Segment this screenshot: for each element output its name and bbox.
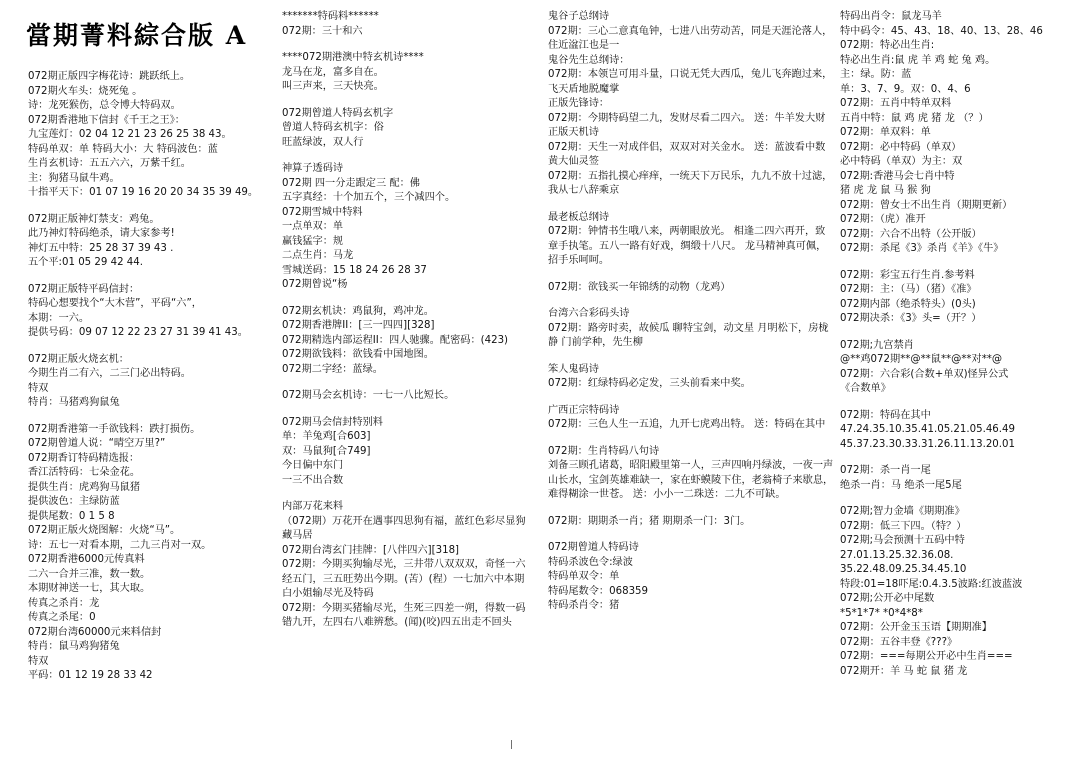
text-line: 072期：六合彩(合数+单双)怪异公式 — [840, 368, 1009, 380]
text-line: 072期香订特码精选报： — [28, 452, 140, 464]
text-line: 雪城送码：15 18 24 26 28 37 — [282, 264, 427, 276]
text-line: 072期精选内部运程II：四人驰骤。配密码：(423) — [282, 334, 509, 346]
text-section — [28, 283, 260, 341]
text-line: 提供生肖：虎鸡狗马鼠猪 — [28, 481, 141, 493]
text-line: 《合数单》 — [840, 383, 891, 394]
text-line: 主：绿。防：蓝 — [840, 69, 912, 80]
text-line: 072期 四一分走跟定三 配：佛 — [282, 177, 420, 189]
text-line: 特码出肖令：鼠龙马羊 — [840, 11, 942, 22]
text-line: 传真之杀尾：0 — [28, 612, 96, 623]
scan-mark: | — [510, 740, 514, 750]
text-line: 特双 — [28, 655, 49, 667]
text-line: 笨人鬼码诗 — [548, 363, 599, 375]
text-section — [840, 269, 1072, 327]
text-line: 072期：五肖中特单双料 — [840, 98, 952, 109]
text-line: 特肖：鼠马鸡狗猪兔 — [28, 641, 120, 652]
text-line: 072期决杀：《3》头=（开？） — [840, 313, 982, 324]
text-line: 072期台湾玄门挂牌：[八伴四六][318] — [282, 544, 460, 556]
text-line: 072期马会信封特别料 — [282, 416, 383, 428]
text-line: 072期：红绿特码必定发，三头前看来中奖。 — [548, 378, 751, 389]
text-line: 生肖玄机诗：五五六六，万紫千红。 — [28, 158, 191, 169]
text-line: 此乃神灯特码绝杀，请大家参考! — [28, 228, 175, 239]
text-line: 072期：三心二意真龟钟，七进八出劳动苦，同是天涯沦落人，住近湓江也是一 — [548, 25, 833, 51]
text-line: 072期;智力金墙《期期准》 — [840, 506, 965, 517]
text-line: 072期曾道人特码诗 — [548, 542, 639, 553]
text-line: 072期：六合不出特（公开版） — [840, 228, 982, 240]
text-line: 072期正版特平码信封： — [28, 283, 140, 295]
text-line: 072期：本领岂可用斗量，口说无凭大西瓜，兔儿飞奔跑过来，飞天盾地脱魔掌 — [548, 69, 833, 95]
text-line: 十指平天下：01 07 19 16 20 20 34 35 39 49。 — [28, 187, 259, 198]
text-line: *5*1*7* *0*4*8* — [840, 607, 923, 619]
text-line: 内部万花来料 — [282, 501, 344, 512]
text-line: 特段:01=18吓尾:0.4.3.5波路:红波蓝波 — [840, 578, 1023, 590]
text-section — [548, 363, 834, 392]
text-line: 特码杀波色令:绿波 — [548, 556, 633, 568]
text-section — [282, 107, 532, 151]
text-line: 27.01.13.25.32.36.08. — [840, 549, 954, 561]
text-line: 35.22.48.09.25.34.45.10 — [840, 564, 967, 575]
text-line: 072期曾说“杨 — [282, 279, 348, 290]
text-line: *******特码料****** — [282, 11, 379, 22]
text-line: 072期：单双料：单 — [840, 127, 931, 138]
text-line: 072期开：羊 马 蛇 鼠 猪 龙 — [840, 665, 968, 677]
text-line: 072期香港6000元传真料 — [28, 554, 145, 565]
text-line: 诗：五七一对看本期，二九三肖对一双。 — [28, 539, 212, 551]
text-line: 正版天机诗 — [548, 127, 599, 138]
text-line: 特双 — [28, 382, 49, 394]
text-line: 特码单双：单 特码大小：大 特码波色：蓝 — [28, 143, 218, 155]
text-section — [840, 10, 1072, 257]
text-line: 叫三声来，三天快亮。 — [282, 81, 384, 92]
text-line: 072期：公开金玉玉语【期期准】 — [840, 622, 992, 633]
text-line: 今日偏中东门 — [282, 460, 344, 471]
text-line: 今期生肖二有六，二三门必出特码。 — [28, 368, 191, 379]
text-line: 龙马在龙，富多自在。 — [282, 66, 384, 78]
text-line: 一点单双：单 — [282, 221, 344, 232]
text-line: 072期：（虎）准开 — [840, 214, 926, 225]
text-line: 平码：01 12 19 28 33 42 — [28, 670, 153, 681]
column-3 — [548, 10, 834, 626]
text-section — [28, 213, 260, 271]
text-line: 072期：主：（马）（猪）《准》 — [840, 284, 977, 295]
text-line: 本期：一六。 — [28, 312, 90, 324]
text-section — [282, 500, 532, 631]
text-section — [548, 541, 834, 614]
column-4 — [840, 10, 1072, 691]
text-line: 神算子透码诗 — [282, 163, 344, 174]
text-section — [282, 305, 532, 378]
text-line: 072期香港第一手欲钱料：跌打损伤。 — [28, 423, 201, 435]
text-line: 本期财神送一七，其大取。 — [28, 583, 151, 594]
text-line: 072期：杀尾《3》杀肖《羊》《牛》 — [840, 243, 1004, 254]
text-line: 072期：特必出生肖: — [840, 40, 935, 51]
text-line: 072期：五指扎摸心痒痒，一统天下万民乐，九九不放十过滤，我从七八辞乘京 — [548, 170, 833, 196]
text-line: 特中码令：45、43、18、40、13、28、46 — [840, 25, 1043, 37]
text-line: 二点生肖：马龙 — [282, 250, 354, 261]
text-line: @**鸡072期**@**鼠**@**对**@ — [840, 354, 1003, 365]
text-line: 072期：三色人生一五追，九开七虎鸡出特。 送：特码在其中 — [548, 419, 826, 430]
text-line: 必中特码（单双）为主：双 — [840, 156, 963, 167]
text-line: 072期欲钱料：欲钱看中国地图。 — [282, 349, 434, 360]
text-line: 二六一合并三准，数一数。 — [28, 568, 151, 580]
text-section — [548, 404, 834, 433]
text-line: 黄大仙灵签 — [548, 156, 599, 167]
text-line: 主：狗猪马鼠牛鸡。 — [28, 172, 120, 184]
text-line: 072期:香港马会七肖中特 — [840, 170, 955, 182]
text-line: 鬼谷子总纲诗 — [548, 11, 610, 22]
text-line: 072期：欲钱买一年锦绣的动物（龙鸡） — [548, 281, 731, 293]
text-line: 诗：龙死猴伤，总令博大特码双。 — [28, 100, 181, 111]
text-line: 47.24.35.10.35.41.05.21.05.46.49 — [840, 424, 1015, 435]
text-line: 072期香港地下信封《千王之王》： — [28, 114, 185, 126]
text-line: 072期玄机诀：鸡鼠狗，鸡冲龙。 — [282, 305, 434, 317]
text-section — [282, 162, 532, 293]
text-section — [840, 464, 1072, 493]
text-section — [548, 307, 834, 351]
text-line: 单：3、7、9。双：0、4、6 — [840, 83, 971, 95]
column-1 — [28, 70, 260, 696]
text-section — [840, 505, 1072, 679]
text-section — [282, 416, 532, 489]
text-line: 072期：期期杀一肖；猪 期期杀一门：3门。 — [548, 515, 751, 527]
text-line: 072期：路旁时卖，故候瓜 聊特宝剑，动文星 月明松下，房栊静 门前学种，先生柳 — [548, 322, 829, 348]
text-line: 072期：今期买狗输尽光，三井带八双双双，奇怪一六经五门，三五旺势出今期。(苦）(程）一七加六中本期 — [282, 559, 526, 585]
text-line: 072期火车头：烧死兔 。 — [28, 85, 143, 97]
page-title: 當期菁料綜合版 A — [26, 21, 248, 50]
text-line: 072期二字经：蓝绿。 — [282, 363, 383, 375]
text-line: 正版先锋诗： — [548, 98, 610, 109]
text-line: 绝杀一肖：马 绝杀一尾5尾 — [840, 479, 962, 491]
text-line: 072期：钟情书生哦八来，两朝眼放光。 相逢二四六再开，致章手执笔。五八一路有好戏，绸缎十八尺。 龙马精神真可佩，招手乐呵呵。 — [548, 226, 827, 266]
text-line: 九宝莲灯：02 04 12 21 23 26 25 38 43。 — [28, 129, 232, 140]
text-section — [282, 10, 532, 39]
text-line: 五肖中特：鼠 鸡 虎 猪 龙 （？） — [840, 112, 989, 124]
text-line: 072期：杀一肖一尾 — [840, 465, 931, 476]
text-line: 072期内部（绝杀特头）(0头) — [840, 298, 976, 310]
text-section — [548, 445, 834, 503]
text-section — [840, 409, 1072, 453]
text-section — [282, 51, 532, 95]
text-line: 072期：生肖特码八句诗 — [548, 445, 660, 457]
text-line: 072期正版四字梅花诗：跳跃纸上。 — [28, 71, 191, 82]
text-line: 072期：今期特码望二九，发财尽看二四六。 送：牛羊发大财 — [548, 112, 826, 124]
text-line: 单：羊兔鸡[合603] — [282, 431, 371, 442]
text-line: 072期台湾60000元来料信封 — [28, 626, 162, 638]
text-line: 特码尾数令：068359 — [548, 585, 649, 597]
text-section — [28, 353, 260, 411]
text-line: 刘备三顾孔诸葛，昭阳殿里第一人，三声四响丹绿波，一夜一声山长水，宝剑英雄难缺一，家在虾蟆陵下住，老翁椅子来歇息，难得糊涂一世苍。 送：小小一二珠送：二九不可缺。 — [548, 460, 834, 500]
text-section — [548, 10, 834, 199]
text-line: 一三不出合数 — [282, 474, 344, 486]
text-line: 神灯五中特：25 28 37 39 43 . — [28, 242, 174, 254]
text-line: 45.37.23.30.33.31.26.11.13.20.01 — [840, 438, 1015, 450]
text-section — [28, 70, 260, 201]
text-line: 双：马鼠狗[合749] — [282, 445, 371, 457]
text-line: 香江活特码：七朵金花。 — [28, 467, 141, 478]
text-line: 072期：天生一对成伴侣，双双对对关金水。 送：蓝波看中数 — [548, 141, 826, 153]
text-line: 072期曾道人特码玄机字 — [282, 107, 394, 119]
text-line: 赢钱猛字：规 — [282, 235, 344, 247]
text-line: 072期雪城中特料 — [282, 206, 363, 218]
text-section — [282, 389, 532, 404]
text-line: 072期正版火烧玄机： — [28, 353, 129, 365]
text-line: 072期正版神灯禁支：鸡兔。 — [28, 213, 160, 225]
text-line: 传真之杀肖：龙 — [28, 597, 100, 609]
text-line: 072期;九宫禁肖 — [840, 339, 914, 351]
text-line: 广西正宗特码诗 — [548, 404, 620, 416]
text-section — [548, 211, 834, 269]
text-line: 白小姐输尽光及特码 — [282, 588, 374, 599]
text-line: 072期：===每期公开必中生肖=== — [840, 651, 1013, 662]
text-line: 特码单双令：单 — [548, 571, 620, 582]
text-line: 072期：低三下四。（特？） — [840, 520, 967, 532]
text-line: （072期）万花开在遇事四思狗有福，蓝红色彩尽显狗藏马居 — [282, 515, 526, 541]
text-line: 072期：必中特码（单双） — [840, 141, 962, 153]
text-line: 提供号码：09 07 12 22 23 27 31 39 41 43。 — [28, 327, 248, 338]
text-line: 五个平:01 05 29 42 44. — [28, 257, 144, 268]
text-line: 072期正版火烧图解：火烧“马”。 — [28, 525, 181, 536]
text-line: 072期香港牌II：[三一四四][328] — [282, 320, 435, 331]
text-line: 072期曾道人说：“晴空万里?” — [28, 438, 166, 449]
text-line: 鬼谷先生总纲诗： — [548, 54, 630, 66]
column-2 — [282, 10, 532, 643]
text-line: 最老板总纲诗 — [548, 211, 610, 223]
text-line: 特必出生肖:鼠 虎 羊 鸡 蛇 兔 鸡。 — [840, 54, 996, 66]
text-line: 台湾六合彩码头诗 — [548, 308, 630, 319]
text-section — [28, 423, 260, 684]
text-line: 猪 虎 龙 鼠 马 猴 狗 — [840, 185, 931, 196]
text-line: ****072期港澳中特玄机诗**** — [282, 52, 424, 63]
text-section — [548, 515, 834, 530]
text-line: 072期：三十和六 — [282, 25, 363, 37]
text-line: 072期;马会预测十五码中特 — [840, 535, 965, 546]
text-line: 曾道人特码玄机字：俗 — [282, 122, 384, 133]
text-line: 五字真经：十个加五个，三个减四个。 — [282, 192, 456, 203]
text-section — [548, 281, 834, 296]
text-line: 特码杀肖令：猪 — [548, 600, 620, 611]
text-line: 特肖：马猪鸡狗鼠兔 — [28, 397, 120, 408]
text-section — [840, 339, 1072, 397]
text-line: 特码心想要找个“大木营”，平码“六”， — [28, 298, 202, 309]
text-line: 072期：特码在其中 — [840, 409, 931, 421]
text-line: 提供波色：主绿防蓝 — [28, 496, 120, 507]
text-line: 072期：彩宝五行生肖.参考料 — [840, 269, 975, 281]
text-line: 旺蓝绿波，双人行 — [282, 136, 364, 148]
text-line: 提供尾数：0 1 5 8 — [28, 510, 115, 522]
text-line: 072期：曾女士不出生肖（期期更新） — [840, 199, 1013, 211]
text-line: 072期马会玄机诗：一七一八比短长。 — [282, 390, 455, 401]
text-line: 072期：五谷丰登《???》 — [840, 636, 958, 648]
text-line: 072期;公开必中尾数 — [840, 593, 935, 604]
text-line: 072期：今期买猪输尽光，生死三四差一朔，得数一码错九开，左四右八难辨愁。(闻)(咬)四五出走不回头 — [282, 602, 526, 628]
